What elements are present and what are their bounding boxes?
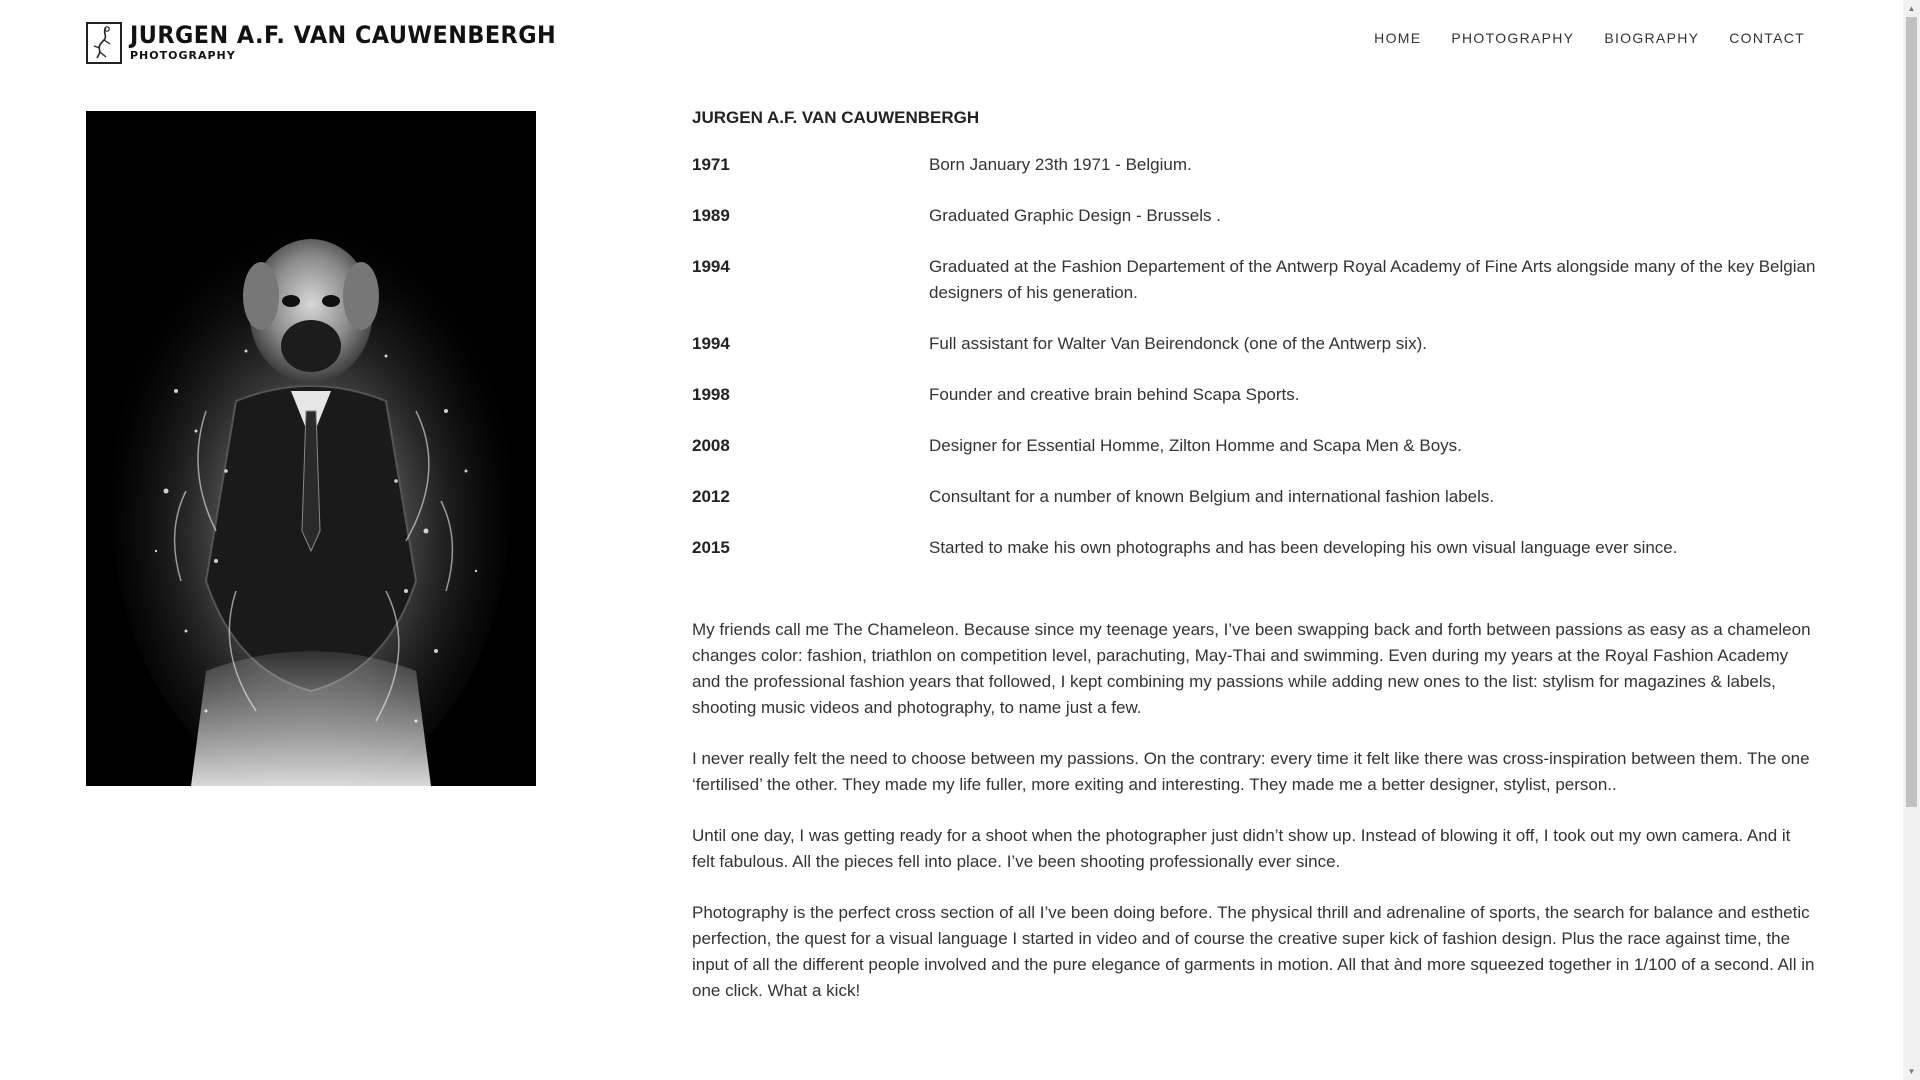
nav-biography[interactable]: BIOGRAPHY — [1604, 30, 1700, 46]
timeline-row — [692, 535, 1817, 561]
main-nav — [1344, 30, 1805, 46]
timeline-event: Graduated at the Fashion Departement of the Antwerp Royal Academy of Fine Arts alongside many of the key Belgian designers of his generation. — [929, 257, 1816, 302]
timeline-event: Graduated Graphic Design - Brussels . — [929, 206, 1221, 225]
timeline-event: Designer for Essential Homme, Zilton Homme and Scapa Men & Boys. — [929, 436, 1462, 455]
biography-paragraph: Photography is the perfect cross section of all I’ve been doing before. The physical thrill and adrenaline of sports, the search for balance and esthetic perfection, the quest for a visual language I started in video and of course the creative super kick of fashion design. Plus the race against time, the input of all the different people involved and the pure elegance of garments in motion. All that ànd more squeezed together in 1/100 of a second. All in one click. What a kick! — [692, 903, 1815, 1000]
biography-paragraph: I never really felt the need to choose between my passions. On the contrary: every time it felt like there was cross-inspiration between them. The one ‘fertilised’ the other. They made my life fuller, more exiting and interesting. They made me a better designer, stylist, person.. — [692, 749, 1810, 794]
scroll-up-icon[interactable]: ▲ — [1907, 4, 1916, 13]
vertical-scrollbar[interactable] — [1903, 0, 1920, 1080]
logo-name: JURGEN A.F. VAN CAUWENBERGH — [130, 21, 557, 49]
timeline-year: 1971 — [692, 155, 730, 174]
timeline — [692, 152, 1817, 561]
timeline-row — [692, 254, 1817, 306]
timeline-event: Full assistant for Walter Van Beirendonck (one of the Antwerp six). — [929, 334, 1427, 353]
timeline-row — [692, 203, 1817, 229]
timeline-row — [692, 152, 1817, 178]
timeline-year: 2012 — [692, 487, 730, 506]
timeline-row — [692, 382, 1817, 408]
biography-title: JURGEN A.F. VAN CAUWENBERGH — [692, 108, 980, 127]
timeline-row — [692, 484, 1817, 510]
timeline-year: 1994 — [692, 257, 730, 276]
logo-subtitle: PHOTOGRAPHY — [130, 49, 236, 62]
timeline-year: 1994 — [692, 334, 730, 353]
timeline-event: Born January 23th 1971 - Belgium. — [929, 155, 1192, 174]
timeline-event: Consultant for a number of known Belgium and international fashion labels. — [929, 487, 1495, 506]
site-logo[interactable] — [86, 22, 588, 64]
portrait-photo — [86, 111, 536, 786]
biography-section — [692, 108, 1817, 1029]
timeline-year: 1989 — [692, 206, 730, 225]
timeline-year: 1998 — [692, 385, 730, 404]
timeline-row — [692, 433, 1817, 459]
biography-text — [692, 617, 1817, 1004]
biography-paragraph: Until one day, I was getting ready for a shoot when the photographer just didn’t show up. Instead of blowing it off, I took out my own camera. And it felt fabulous. All the pieces fell into place. I’ve been shooting professionally ever since. — [692, 826, 1791, 871]
timeline-event: Founder and creative brain behind Scapa Sports. — [929, 385, 1300, 404]
timeline-row — [692, 331, 1817, 357]
timeline-year: 2015 — [692, 538, 730, 557]
timeline-year: 2008 — [692, 436, 730, 455]
logo-mark-icon — [86, 22, 122, 64]
biography-paragraph: My friends call me The Chameleon. Because since my teenage years, I’ve been swapping back and forth between passions as easy as a chameleon changes color: fashion, triathlon on competition level, parachuting, May-Thai and swimming. Even during my years at the Royal Fashion Academy and the professional fashion years that followed, I kept combining my passions while adding new ones to the list: stylism for magazines & labels, shooting music videos and photography, to name just a few. — [692, 620, 1811, 717]
nav-contact[interactable]: CONTACT — [1729, 30, 1805, 46]
nav-photography[interactable]: PHOTOGRAPHY — [1451, 30, 1575, 46]
scrollbar-thumb[interactable] — [1906, 17, 1917, 807]
scroll-down-icon[interactable]: ▼ — [1907, 1067, 1916, 1076]
nav-home[interactable]: HOME — [1374, 30, 1422, 46]
timeline-event: Started to make his own photographs and has been developing his own visual language ever since. — [929, 538, 1678, 557]
